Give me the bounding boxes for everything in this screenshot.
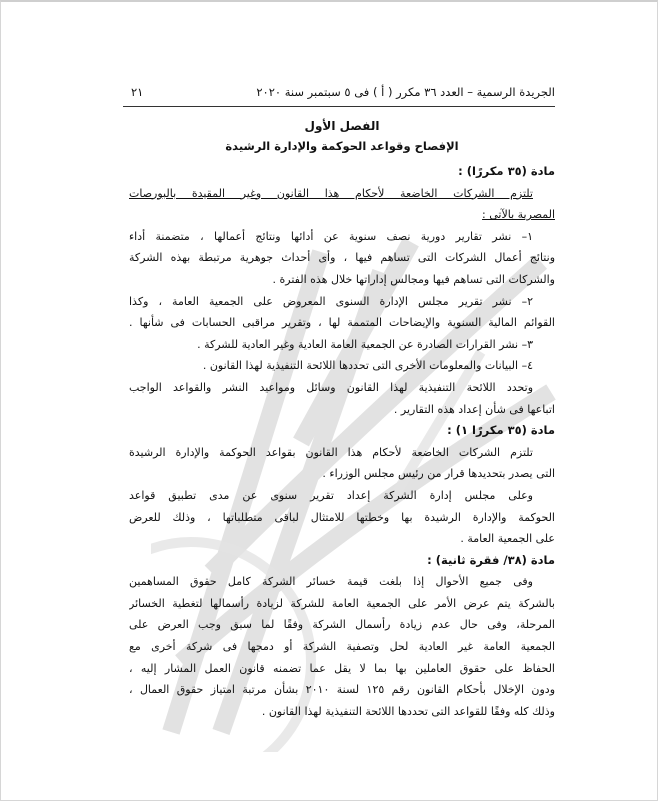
article-line: على الجمعية العامة . [460,532,555,546]
article-line: والشركات التى تساهم فيها ومجالس إداراتها خلال هذه الفترة . [272,272,555,286]
article-line: الجمعية العامة غير العادية لحل وتصفية الشركة أو دمجها فى شركة أخرى مع [129,640,555,654]
article-line: ١– نشر تقارير دورية نصف سنوية عن أدائها ونتائج أعمالها ، متضمنة أداء [129,229,533,243]
article-line: بالشركة يتم عرض الأمر على الجمعية العامة للشركة لزيادة رأسمالها لتغطية الخسائر [129,596,555,610]
article-line: الحفاظ على حقوق العاملين بها بما لا يقل عما تضمنه قانون العمل المشار إليه ، [129,661,555,675]
article-line [129,204,555,226]
gazette-page [129,80,555,722]
article-line: اتباعها فى شأن إعداد هذه التقارير . [393,402,555,416]
article-heading: مادة (٣٥ مكررًا ١) : [447,423,555,438]
article-line: تلتزم الشركات الخاضعة لأحكام هذا القانون بقواعد الحوكمة والإدارة الرشيدة [129,445,533,459]
page-number: ٢١ [131,85,144,99]
page-header [129,80,555,104]
article-line: وعلى مجلس إدارة الشركة إعداد تقرير سنوى عن مدى تطبيق قواعد [129,488,533,502]
article-line: ودون الإخلال بأحكام القانون رقم ١٢٥ لسنة ٢٠١٠ بشأن مرتبة امتياز حقوق العمال ، [129,683,555,697]
article-line-underlined: المصرية بالآتى : [482,208,555,222]
article-line: ٢– نشر تقرير مجلس الإدارة السنوى المعروض على الجمعية العامة ، وكذا [129,294,533,308]
article-line: تلتزم الشركات الخاضعة لأحكام هذا القانون وغير المقيدة بالبورصات [129,186,533,200]
article-line: ٤– البيانات والمعلومات الأخرى التى تحددها اللائحة التنفيذية لهذا القانون . [202,359,533,373]
article-heading: مادة (٣٥ مكررًا) : [458,164,555,178]
article-line: ونتائج أعمال الشركات التى تساهم فيها ، وأى أحداث جوهرية مرتبطة بهذه الشركة [129,251,555,265]
article-line: وتحدد اللائحة التنفيذية لهذا القانون وسائل ومواعيد النشر والقواعد الواجب [129,380,533,394]
gazette-header-title: الجريدة الرسمية – العدد ٣٦ مكرر ( أ ) فى ٥ سبتمبر سنة ٢٠٢٠ [256,85,555,99]
article-line: القوائم المالية السنوية والإيضاحات المتممة لها ، وتقرير مراقبى الحسابات فى شأنها . [129,316,555,330]
article-line: الحوكمة والإدارة الرشيدة بها وخطتها للامتثال لباقى متطلباتها ، وذلك للعرض [129,510,555,524]
chapter-title: الفصل الأول [304,119,380,133]
article-line: ٣– نشر القرارات الصادرة عن الجمعية العامة العادية وغير العادية للشركة . [197,337,533,351]
article-heading: مادة (٣٨/ فقرة ثانية) : [427,552,555,567]
chapter-subtitle: الإفصاح وقواعد الحوكمة والإدارة الرشيدة [225,139,459,153]
article-line: المرحلة، وفى حال عدم زيادة رأسمال الشركة وفقًا لما سبق وجب العرض على [129,618,555,632]
article-line: التى يصدر بتحديدها قرار من رئيس مجلس الوزراء . [322,467,555,481]
article-line: وفى جميع الأحوال إذا بلغت قيمة خسائر الشركة كامل حقوق المساهمين [129,575,533,589]
header-divider [123,106,555,107]
article-line: وذلك كله وفقًا للقواعد التى تحددها اللائحة التنفيذية لهذا القانون . [261,704,555,718]
